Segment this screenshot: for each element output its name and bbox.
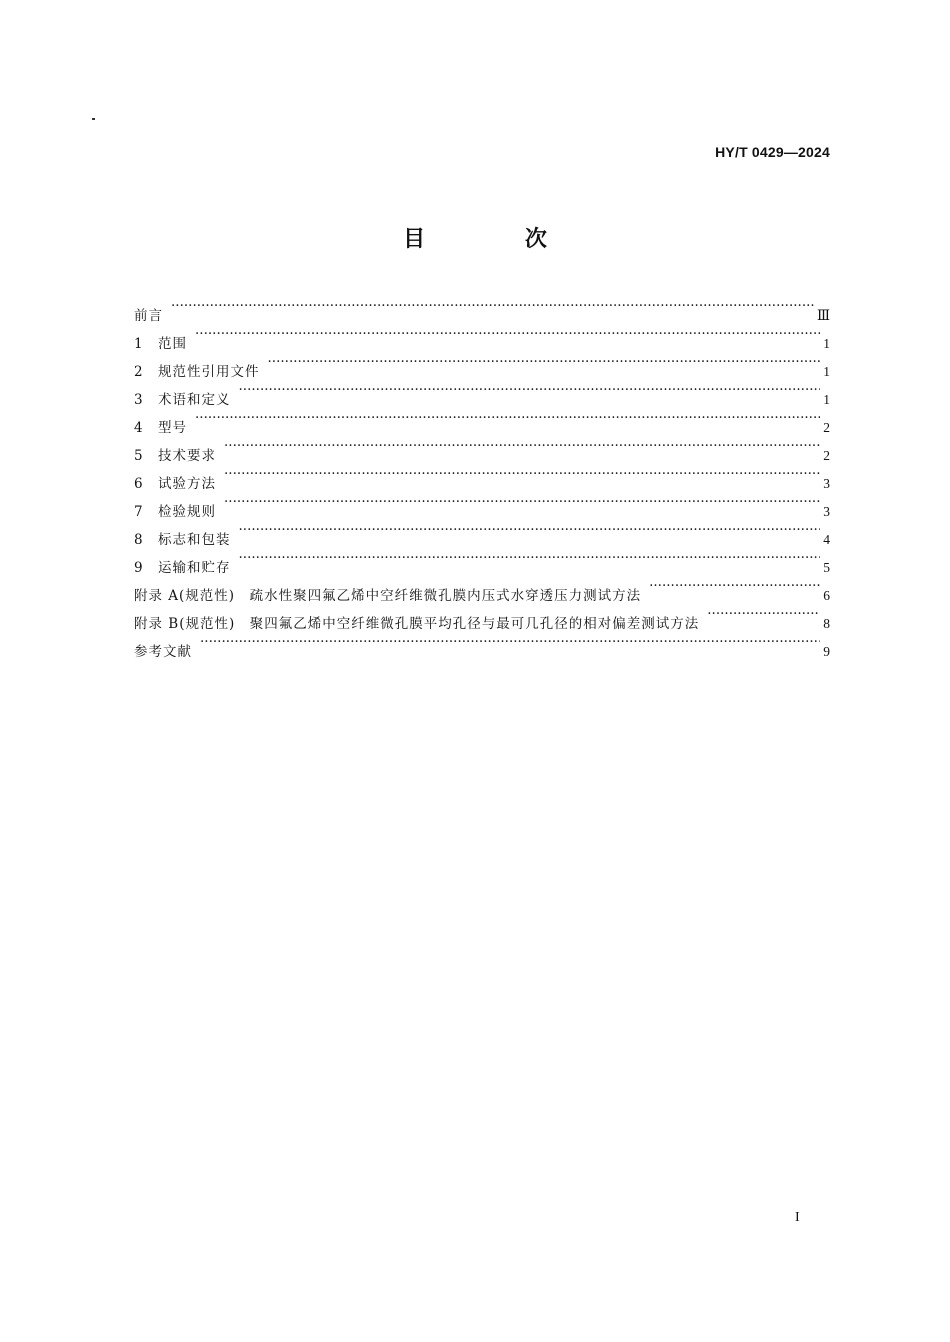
- toc-entry-label: 附录 B(规范性) 聚四氟乙烯中空纤维微孔膜平均孔径与最可几孔径的相对偏差测试方法: [134, 616, 700, 632]
- toc-entry-label: 检验规则: [158, 504, 216, 520]
- toc-entry-transport-storage[interactable]: [134, 544, 830, 576]
- toc-entry-page: 9: [823, 644, 830, 659]
- toc-entry-page: 6: [823, 588, 830, 603]
- page-number: I: [795, 1210, 800, 1225]
- document-code: HY/T 0429—2024: [715, 144, 830, 160]
- toc-entry-label: 试验方法: [158, 476, 216, 492]
- toc-entry-page: Ⅲ: [816, 308, 830, 323]
- toc-leader-dots: [239, 544, 821, 572]
- toc-entry-number: 6: [134, 476, 143, 492]
- toc-entry-marking-packaging[interactable]: [134, 516, 830, 548]
- toc-entry-technical-requirements[interactable]: [134, 432, 830, 464]
- toc-entry-label: 规范性引用文件: [158, 364, 260, 380]
- toc-entry-page: 2: [823, 448, 830, 463]
- toc-leader-dots: [195, 404, 820, 432]
- toc-entry-label: 运输和贮存: [158, 560, 231, 576]
- toc-entry-terms-definitions[interactable]: [134, 376, 830, 408]
- toc-leader-dots: [707, 600, 820, 628]
- toc-entry-label: 范围: [158, 336, 187, 352]
- toc-entry-number: 8: [134, 532, 143, 548]
- page-title: 目 次: [403, 227, 593, 252]
- toc-entry-page: 2: [823, 420, 830, 435]
- toc-leader-dots: [224, 488, 820, 516]
- toc-entry-label: 标志和包装: [158, 532, 231, 548]
- toc-entry-normative-references[interactable]: [134, 348, 830, 380]
- toc-leader-dots: [268, 348, 821, 376]
- toc-leader-dots: [239, 516, 821, 544]
- toc-leader-dots: [224, 432, 820, 460]
- toc-entry-number: 1: [134, 336, 143, 352]
- toc-entry-page: 1: [823, 392, 830, 407]
- toc-entry-foreword[interactable]: [134, 292, 830, 324]
- toc-entry-label: 术语和定义: [158, 392, 231, 408]
- toc-entry-number: 3: [134, 392, 143, 408]
- scan-speck: [92, 118, 95, 120]
- toc-entry-scope[interactable]: [134, 320, 830, 352]
- toc-entry-page: 3: [823, 504, 830, 519]
- toc-entry-page: 5: [823, 560, 830, 575]
- toc-entry-number: 4: [134, 420, 143, 436]
- toc-entry-label: 参考文献: [134, 644, 192, 660]
- toc-leader-dots: [200, 628, 820, 656]
- toc-entry-label: 附录 A(规范性) 疏水性聚四氟乙烯中空纤维微孔膜内压式水穿透压力测试方法: [134, 588, 642, 604]
- toc-leader-dots: [171, 292, 815, 320]
- toc-entry-bibliography[interactable]: [134, 628, 830, 660]
- toc-entry-model[interactable]: [134, 404, 830, 436]
- toc-entry-number: 5: [134, 448, 143, 464]
- toc-entry-number: 9: [134, 560, 143, 576]
- table-of-contents: [134, 292, 830, 660]
- toc-leader-dots: [224, 460, 820, 488]
- toc-entry-appendix-a[interactable]: [134, 572, 830, 604]
- toc-entry-label: 前言: [134, 308, 163, 324]
- toc-entry-page: 1: [823, 336, 830, 351]
- toc-entry-label: 技术要求: [158, 448, 216, 464]
- toc-leader-dots: [649, 572, 820, 600]
- toc-entry-label: 型号: [158, 420, 187, 436]
- toc-entry-page: 3: [823, 476, 830, 491]
- toc-leader-dots: [195, 320, 820, 348]
- toc-entry-page: 8: [823, 616, 830, 631]
- toc-entry-test-methods[interactable]: [134, 460, 830, 492]
- toc-leader-dots: [239, 376, 821, 404]
- toc-entry-page: 4: [823, 532, 830, 547]
- toc-entry-inspection-rules[interactable]: [134, 488, 830, 520]
- toc-entry-number: 7: [134, 504, 143, 520]
- toc-entry-page: 1: [823, 364, 830, 379]
- toc-entry-number: 2: [134, 364, 143, 380]
